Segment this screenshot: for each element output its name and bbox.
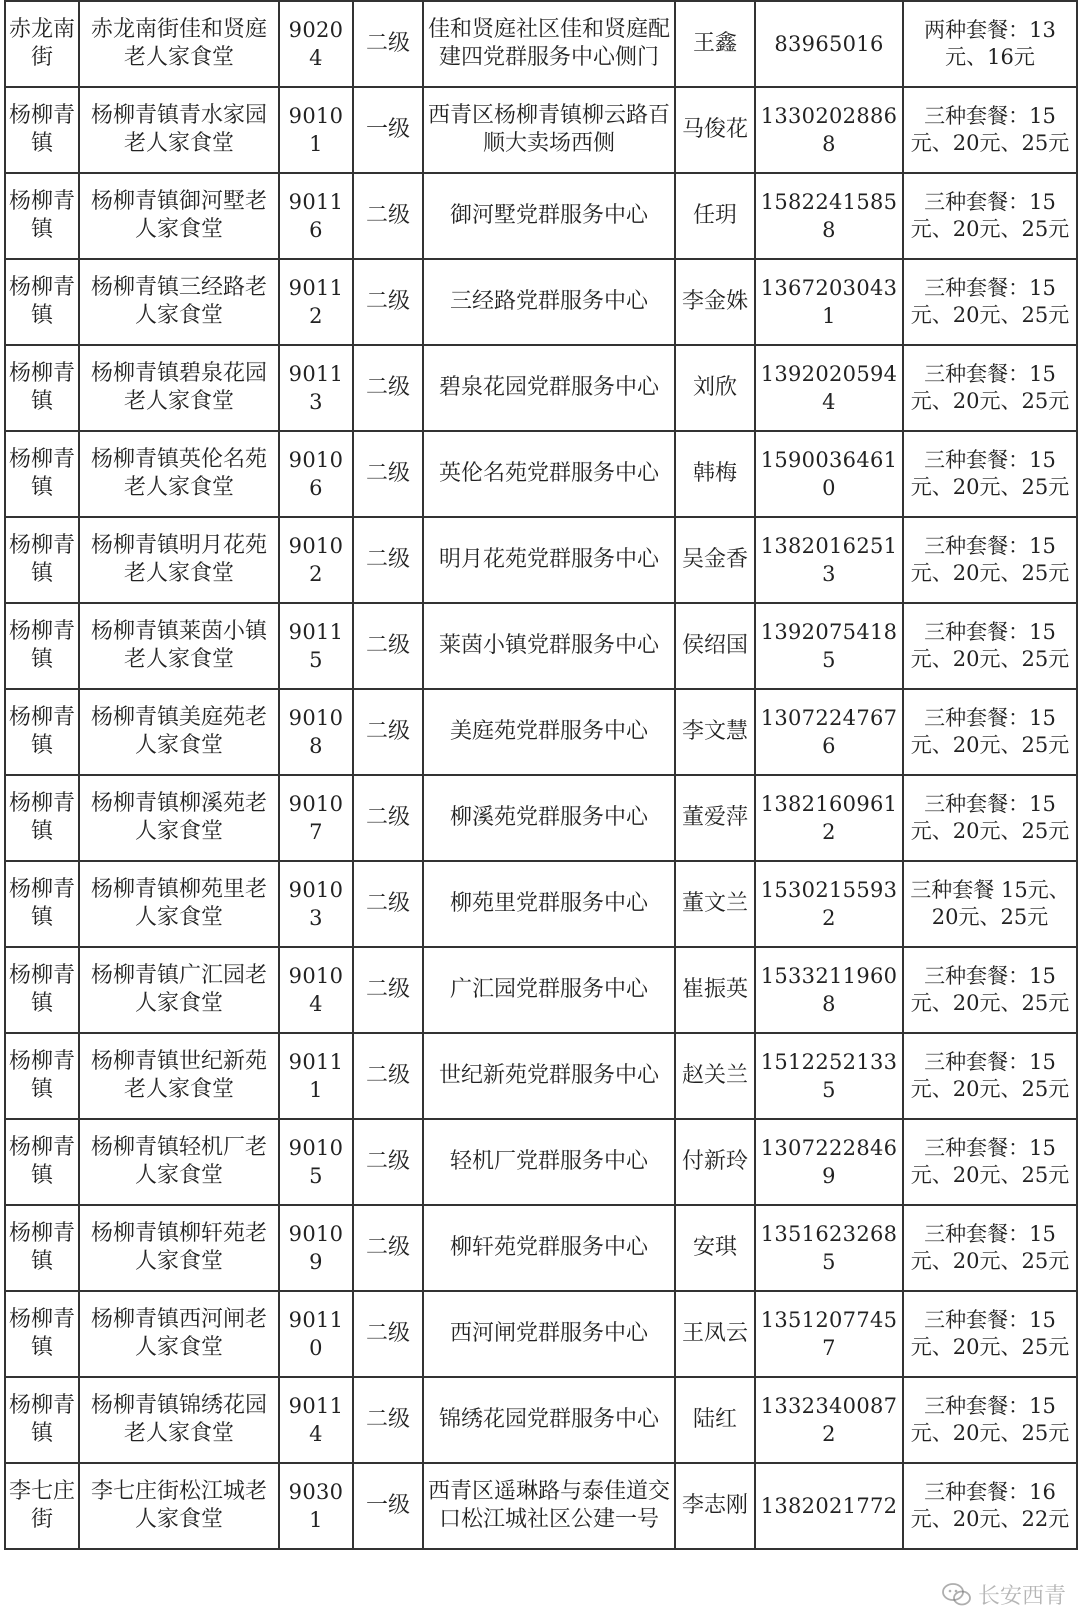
phone-cell: 13512077457 bbox=[755, 1291, 903, 1377]
phone-cell: 13820162513 bbox=[755, 517, 903, 603]
phone-cell: 13072247676 bbox=[755, 689, 903, 775]
street-cell: 杨柳青镇 bbox=[5, 947, 79, 1033]
address-cell: 世纪新苑党群服务中心 bbox=[423, 1033, 675, 1119]
phone-cell: 13920205944 bbox=[755, 345, 903, 431]
canteen-name-cell: 杨柳青镇世纪新苑老人家食堂 bbox=[79, 1033, 279, 1119]
street-cell: 杨柳青镇 bbox=[5, 431, 79, 517]
price-cell: 三种套餐：15元、20元、25元 bbox=[903, 1033, 1077, 1119]
level-cell: 二级 bbox=[353, 345, 423, 431]
contact-cell: 吴金香 bbox=[675, 517, 755, 603]
contact-cell: 刘欣 bbox=[675, 345, 755, 431]
table-row bbox=[5, 517, 1077, 603]
contact-cell: 韩梅 bbox=[675, 431, 755, 517]
street-cell: 杨柳青镇 bbox=[5, 861, 79, 947]
canteen-name-cell: 杨柳青镇三经路老人家食堂 bbox=[79, 259, 279, 345]
contact-cell: 侯绍国 bbox=[675, 603, 755, 689]
street-cell: 杨柳青镇 bbox=[5, 87, 79, 173]
phone-cell: 15122521335 bbox=[755, 1033, 903, 1119]
price-cell: 三种套餐：15元、20元、25元 bbox=[903, 603, 1077, 689]
level-cell: 二级 bbox=[353, 947, 423, 1033]
table-row bbox=[5, 947, 1077, 1033]
price-cell: 三种套餐：15元、20元、25元 bbox=[903, 431, 1077, 517]
address-cell: 柳轩苑党群服务中心 bbox=[423, 1205, 675, 1291]
canteen-name-cell: 杨柳青镇柳苑里老人家食堂 bbox=[79, 861, 279, 947]
contact-cell: 董爱萍 bbox=[675, 775, 755, 861]
code-cell: 90301 bbox=[279, 1463, 353, 1549]
table-row bbox=[5, 861, 1077, 947]
price-cell: 三种套餐：15元、20元、25元 bbox=[903, 1291, 1077, 1377]
level-cell: 二级 bbox=[353, 1, 423, 87]
canteen-name-cell: 杨柳青镇柳溪苑老人家食堂 bbox=[79, 775, 279, 861]
contact-cell: 赵关兰 bbox=[675, 1033, 755, 1119]
table-row bbox=[5, 1033, 1077, 1119]
code-cell: 90110 bbox=[279, 1291, 353, 1377]
canteen-name-cell: 杨柳青镇碧泉花园老人家食堂 bbox=[79, 345, 279, 431]
table-row bbox=[5, 1377, 1077, 1463]
phone-cell: 13920754185 bbox=[755, 603, 903, 689]
phone-cell: 13323400872 bbox=[755, 1377, 903, 1463]
canteen-name-cell: 杨柳青镇美庭苑老人家食堂 bbox=[79, 689, 279, 775]
phone-cell: 13516232685 bbox=[755, 1205, 903, 1291]
price-cell: 三种套餐：15元、20元、25元 bbox=[903, 1205, 1077, 1291]
canteen-name-cell: 杨柳青镇莱茵小镇老人家食堂 bbox=[79, 603, 279, 689]
table-row bbox=[5, 173, 1077, 259]
contact-cell: 王鑫 bbox=[675, 1, 755, 87]
level-cell: 二级 bbox=[353, 689, 423, 775]
table-row bbox=[5, 1463, 1077, 1549]
level-cell: 一级 bbox=[353, 1463, 423, 1549]
code-cell: 90108 bbox=[279, 689, 353, 775]
phone-cell: 13072228469 bbox=[755, 1119, 903, 1205]
address-cell: 锦绣花园党群服务中心 bbox=[423, 1377, 675, 1463]
contact-cell: 李志刚 bbox=[675, 1463, 755, 1549]
code-cell: 90112 bbox=[279, 259, 353, 345]
contact-cell: 王凤云 bbox=[675, 1291, 755, 1377]
canteen-name-cell: 杨柳青镇轻机厂老人家食堂 bbox=[79, 1119, 279, 1205]
address-cell: 佳和贤庭社区佳和贤庭配建四党群服务中心侧门 bbox=[423, 1, 675, 87]
canteen-name-cell: 杨柳青镇广汇园老人家食堂 bbox=[79, 947, 279, 1033]
address-cell: 明月花苑党群服务中心 bbox=[423, 517, 675, 603]
address-cell: 英伦名苑党群服务中心 bbox=[423, 431, 675, 517]
address-cell: 三经路党群服务中心 bbox=[423, 259, 675, 345]
address-cell: 莱茵小镇党群服务中心 bbox=[423, 603, 675, 689]
level-cell: 二级 bbox=[353, 603, 423, 689]
watermark bbox=[942, 1579, 1066, 1610]
code-cell: 90101 bbox=[279, 87, 353, 173]
contact-cell: 李金姝 bbox=[675, 259, 755, 345]
code-cell: 90109 bbox=[279, 1205, 353, 1291]
canteen-name-cell: 杨柳青镇御河墅老人家食堂 bbox=[79, 173, 279, 259]
price-cell: 三种套餐：15元、20元、25元 bbox=[903, 775, 1077, 861]
price-cell: 三种套餐：15元、20元、25元 bbox=[903, 345, 1077, 431]
address-cell: 轻机厂党群服务中心 bbox=[423, 1119, 675, 1205]
level-cell: 二级 bbox=[353, 1033, 423, 1119]
table-row bbox=[5, 87, 1077, 173]
price-cell: 三种套餐：15元、20元、25元 bbox=[903, 947, 1077, 1033]
address-cell: 西青区遥琳路与泰佳道交口松江城社区公建一号 bbox=[423, 1463, 675, 1549]
wechat-icon bbox=[942, 1582, 972, 1608]
phone-cell: 1382021772 bbox=[755, 1463, 903, 1549]
code-cell: 90104 bbox=[279, 947, 353, 1033]
price-cell: 三种套餐：15元、20元、25元 bbox=[903, 689, 1077, 775]
code-cell: 90115 bbox=[279, 603, 353, 689]
code-cell: 90204 bbox=[279, 1, 353, 87]
code-cell: 90114 bbox=[279, 1377, 353, 1463]
level-cell: 二级 bbox=[353, 1119, 423, 1205]
canteen-name-cell: 杨柳青镇英伦名苑老人家食堂 bbox=[79, 431, 279, 517]
price-cell: 两种套餐：13元、16元 bbox=[903, 1, 1077, 87]
table-row bbox=[5, 775, 1077, 861]
level-cell: 二级 bbox=[353, 1205, 423, 1291]
street-cell: 杨柳青镇 bbox=[5, 1119, 79, 1205]
price-cell: 三种套餐：15元、20元、25元 bbox=[903, 87, 1077, 173]
contact-cell: 李文慧 bbox=[675, 689, 755, 775]
phone-cell: 15302155932 bbox=[755, 861, 903, 947]
address-cell: 御河墅党群服务中心 bbox=[423, 173, 675, 259]
canteen-name-cell: 杨柳青镇锦绣花园老人家食堂 bbox=[79, 1377, 279, 1463]
street-cell: 李七庄街 bbox=[5, 1463, 79, 1549]
level-cell: 二级 bbox=[353, 173, 423, 259]
price-cell: 三种套餐：15元、20元、25元 bbox=[903, 1119, 1077, 1205]
table-row bbox=[5, 1119, 1077, 1205]
code-cell: 90111 bbox=[279, 1033, 353, 1119]
street-cell: 杨柳青镇 bbox=[5, 1377, 79, 1463]
canteen-name-cell: 杨柳青镇西河闸老人家食堂 bbox=[79, 1291, 279, 1377]
street-cell: 杨柳青镇 bbox=[5, 173, 79, 259]
watermark-text: 长安西青 bbox=[977, 1584, 1066, 1609]
phone-cell: 13672030431 bbox=[755, 259, 903, 345]
level-cell: 二级 bbox=[353, 517, 423, 603]
contact-cell: 董文兰 bbox=[675, 861, 755, 947]
phone-cell: 15822415858 bbox=[755, 173, 903, 259]
table-row bbox=[5, 345, 1077, 431]
level-cell: 二级 bbox=[353, 775, 423, 861]
phone-cell: 83965016 bbox=[755, 1, 903, 87]
canteen-table bbox=[4, 0, 1078, 1550]
price-cell: 三种套餐：15元、20元、25元 bbox=[903, 517, 1077, 603]
contact-cell: 陆红 bbox=[675, 1377, 755, 1463]
table-row bbox=[5, 1, 1077, 87]
phone-cell: 15332119608 bbox=[755, 947, 903, 1033]
table-row bbox=[5, 1205, 1077, 1291]
code-cell: 90107 bbox=[279, 775, 353, 861]
table-row bbox=[5, 689, 1077, 775]
canteen-name-cell: 杨柳青镇柳轩苑老人家食堂 bbox=[79, 1205, 279, 1291]
phone-cell: 13302028868 bbox=[755, 87, 903, 173]
table-row bbox=[5, 431, 1077, 517]
street-cell: 杨柳青镇 bbox=[5, 603, 79, 689]
level-cell: 二级 bbox=[353, 431, 423, 517]
table-row bbox=[5, 1291, 1077, 1377]
canteen-name-cell: 杨柳青镇明月花苑老人家食堂 bbox=[79, 517, 279, 603]
level-cell: 二级 bbox=[353, 1291, 423, 1377]
address-cell: 碧泉花园党群服务中心 bbox=[423, 345, 675, 431]
table-row bbox=[5, 259, 1077, 345]
code-cell: 90106 bbox=[279, 431, 353, 517]
price-cell: 三种套餐：15元、20元、25元 bbox=[903, 173, 1077, 259]
canteen-name-cell: 李七庄街松江城老人家食堂 bbox=[79, 1463, 279, 1549]
address-cell: 西河闸党群服务中心 bbox=[423, 1291, 675, 1377]
table-row bbox=[5, 603, 1077, 689]
code-cell: 90103 bbox=[279, 861, 353, 947]
address-cell: 美庭苑党群服务中心 bbox=[423, 689, 675, 775]
contact-cell: 马俊花 bbox=[675, 87, 755, 173]
phone-cell: 13821609612 bbox=[755, 775, 903, 861]
price-cell: 三种套餐：15元、20元、25元 bbox=[903, 259, 1077, 345]
code-cell: 90116 bbox=[279, 173, 353, 259]
address-cell: 柳溪苑党群服务中心 bbox=[423, 775, 675, 861]
street-cell: 杨柳青镇 bbox=[5, 517, 79, 603]
phone-cell: 15900364610 bbox=[755, 431, 903, 517]
price-cell: 三种套餐：15元、20元、25元 bbox=[903, 1377, 1077, 1463]
address-cell: 广汇园党群服务中心 bbox=[423, 947, 675, 1033]
code-cell: 90105 bbox=[279, 1119, 353, 1205]
price-cell: 三种套餐：16元、20元、22元 bbox=[903, 1463, 1077, 1549]
level-cell: 二级 bbox=[353, 1377, 423, 1463]
contact-cell: 任玥 bbox=[675, 173, 755, 259]
price-cell: 三种套餐 15元、20元、25元 bbox=[903, 861, 1077, 947]
code-cell: 90113 bbox=[279, 345, 353, 431]
level-cell: 二级 bbox=[353, 259, 423, 345]
contact-cell: 安琪 bbox=[675, 1205, 755, 1291]
address-cell: 西青区杨柳青镇柳云路百顺大卖场西侧 bbox=[423, 87, 675, 173]
contact-cell: 崔振英 bbox=[675, 947, 755, 1033]
level-cell: 二级 bbox=[353, 861, 423, 947]
street-cell: 杨柳青镇 bbox=[5, 689, 79, 775]
street-cell: 杨柳青镇 bbox=[5, 1291, 79, 1377]
street-cell: 杨柳青镇 bbox=[5, 1033, 79, 1119]
street-cell: 杨柳青镇 bbox=[5, 345, 79, 431]
canteen-name-cell: 赤龙南街佳和贤庭老人家食堂 bbox=[79, 1, 279, 87]
contact-cell: 付新玲 bbox=[675, 1119, 755, 1205]
address-cell: 柳苑里党群服务中心 bbox=[423, 861, 675, 947]
level-cell: 一级 bbox=[353, 87, 423, 173]
code-cell: 90102 bbox=[279, 517, 353, 603]
street-cell: 杨柳青镇 bbox=[5, 775, 79, 861]
canteen-name-cell: 杨柳青镇青水家园老人家食堂 bbox=[79, 87, 279, 173]
street-cell: 杨柳青镇 bbox=[5, 259, 79, 345]
street-cell: 赤龙南街 bbox=[5, 1, 79, 87]
street-cell: 杨柳青镇 bbox=[5, 1205, 79, 1291]
